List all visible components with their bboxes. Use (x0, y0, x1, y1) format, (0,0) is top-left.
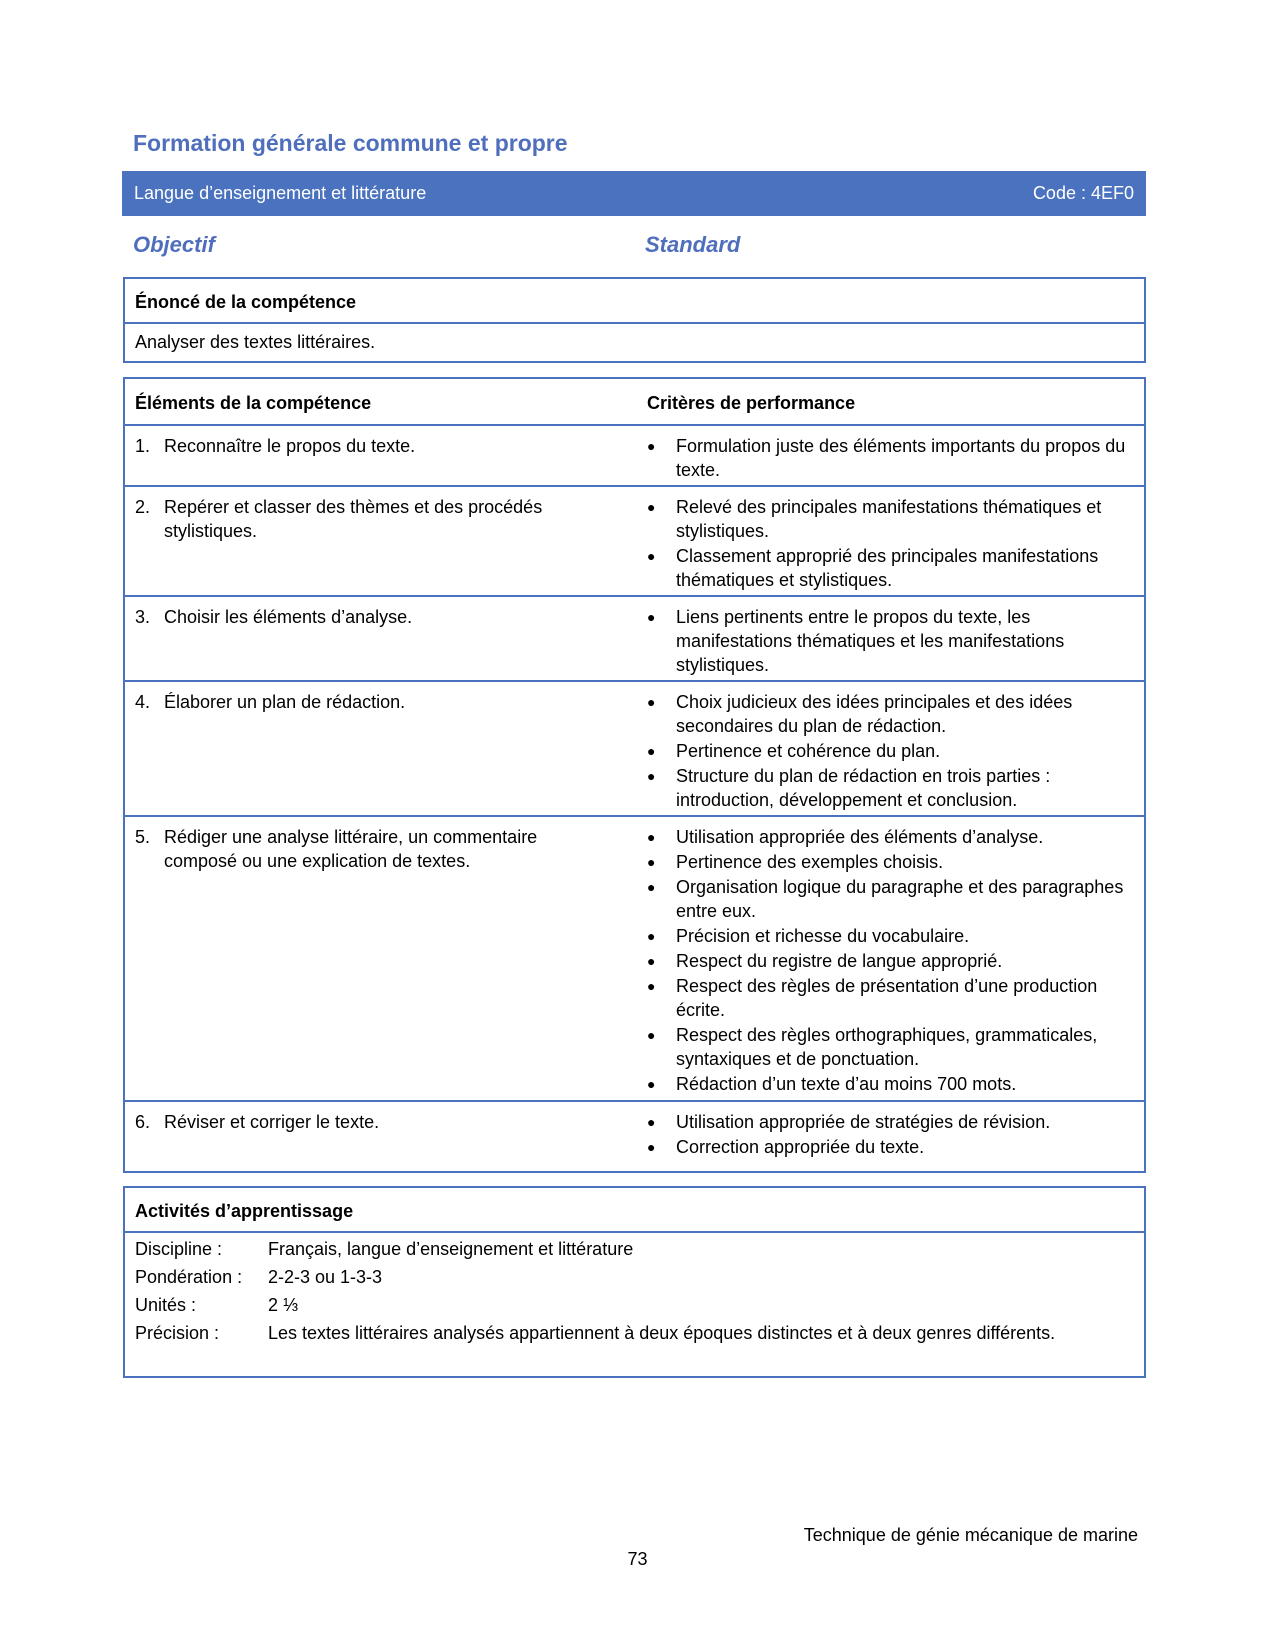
course-title: Langue d’enseignement et littérature (134, 183, 427, 203)
bullet-icon: ● (647, 548, 656, 564)
table-row (125, 682, 1144, 817)
course-code: Code : 4EF0 (1032, 183, 1134, 203)
criterion: Respect des règles de présentation d’une production écrite. (676, 976, 1098, 1020)
enonce-box (123, 277, 1146, 363)
criterion: Relevé des principales manifestations thématiques et stylistiques. (676, 497, 1102, 541)
criterion: Respect des règles orthographiques, grammaticales, syntaxiques et de ponctuation. (676, 1025, 1098, 1069)
criterion: Choix judicieux des idées principales et des idées secondaires du plan de rédaction. (676, 692, 1073, 736)
bullet-icon: ● (647, 978, 656, 994)
bullet-icon: ● (647, 768, 656, 784)
table-row (125, 817, 1144, 1102)
col-criteres: Critères de performance (647, 393, 856, 413)
bullet-icon: ● (647, 499, 656, 515)
bullet-icon: ● (647, 829, 656, 845)
activity-value: 2 ⅓ (268, 1295, 299, 1315)
activity-label: Unités : (135, 1295, 197, 1315)
row-number: 5. (135, 827, 151, 847)
activity-row (125, 1237, 1144, 1261)
enonce-text: Analyser des textes littéraires. (135, 332, 376, 352)
row-number: 4. (135, 692, 151, 712)
criterion: Correction appropriée du texte. (676, 1137, 925, 1157)
row-number: 2. (135, 497, 151, 517)
row-element: Choisir les éléments d’analyse. (164, 607, 413, 627)
bullet-icon: ● (647, 879, 656, 895)
activity-label: Précision : (135, 1323, 220, 1343)
col-elements: Éléments de la compétence (135, 393, 372, 413)
criterion: Pertinence des exemples choisis. (676, 852, 944, 872)
criterion: Classement approprié des principales manifestations thématiques et stylistiques. (676, 546, 1099, 590)
activity-value: Français, langue d’enseignement et littérature (268, 1239, 634, 1259)
activity-row (125, 1265, 1144, 1289)
row-number: 6. (135, 1112, 151, 1132)
footer-program: Technique de génie mécanique de marine (803, 1525, 1138, 1545)
criterion: Utilisation appropriée de stratégies de révision. (676, 1112, 1051, 1132)
bullet-icon: ● (647, 694, 656, 710)
activites-box (123, 1186, 1146, 1378)
bullet-icon: ● (647, 609, 656, 625)
page-heading: Formation générale commune et propre (133, 130, 568, 156)
bullet-icon: ● (647, 928, 656, 944)
table-row (125, 597, 1144, 682)
bullet-icon: ● (647, 1076, 656, 1092)
activity-label: Discipline : (135, 1239, 223, 1259)
bullet-icon: ● (647, 1114, 656, 1130)
criterion: Respect du registre de langue approprié. (676, 951, 1003, 971)
row-number: 3. (135, 607, 151, 627)
elements-table (123, 377, 1146, 1173)
bullet-icon: ● (647, 438, 656, 454)
activity-value: Les textes littéraires analysés appartiennent à deux époques distinctes et à deux genres différents. (268, 1323, 1056, 1343)
criterion: Rédaction d’un texte d’au moins 700 mots. (676, 1074, 1017, 1094)
page-number: 73 (627, 1549, 648, 1569)
objective-standard-labels (133, 232, 1133, 262)
activity-value: 2-2-3 ou 1-3-3 (268, 1267, 383, 1287)
row-element: Reconnaître le propos du texte. (164, 436, 416, 456)
activity-label: Pondération : (135, 1267, 243, 1287)
course-bar (122, 171, 1146, 216)
criterion: Précision et richesse du vocabulaire. (676, 926, 970, 946)
table-row (125, 487, 1144, 597)
activity-row (125, 1293, 1144, 1317)
criterion: Structure du plan de rédaction en trois parties : introduction, développement et conclusion. (676, 766, 1051, 810)
objectif-label: Objectif (133, 232, 215, 257)
bullet-icon: ● (647, 854, 656, 870)
row-element: Réviser et corriger le texte. (164, 1112, 380, 1132)
row-number: 1. (135, 436, 151, 456)
row-element: Repérer et classer des thèmes et des procédés stylistiques. (164, 497, 543, 541)
activites-title: Activités d’apprentissage (125, 1188, 1144, 1233)
criterion: Formulation juste des éléments importants du propos du texte. (676, 436, 1126, 480)
enonce-title: Énoncé de la compétence (125, 279, 1144, 324)
bullet-icon: ● (647, 953, 656, 969)
activity-row (125, 1321, 1144, 1345)
table-row (125, 426, 1144, 487)
elements-header (125, 379, 1144, 426)
bullet-icon: ● (647, 1027, 656, 1043)
criterion: Organisation logique du paragraphe et des paragraphes entre eux. (676, 877, 1124, 921)
standard-label: Standard (645, 232, 741, 257)
bullet-icon: ● (647, 1139, 656, 1155)
table-row (125, 1102, 1144, 1167)
row-element: Élaborer un plan de rédaction. (164, 692, 406, 712)
row-element: Rédiger une analyse littéraire, un commentaire composé ou une explication de textes. (164, 827, 538, 871)
criterion: Pertinence et cohérence du plan. (676, 741, 941, 761)
bullet-icon: ● (647, 743, 656, 759)
criterion: Utilisation appropriée des éléments d’analyse. (676, 827, 1044, 847)
criterion: Liens pertinents entre le propos du texte, les manifestations thématiques et les manifestations stylistiques. (676, 607, 1065, 675)
